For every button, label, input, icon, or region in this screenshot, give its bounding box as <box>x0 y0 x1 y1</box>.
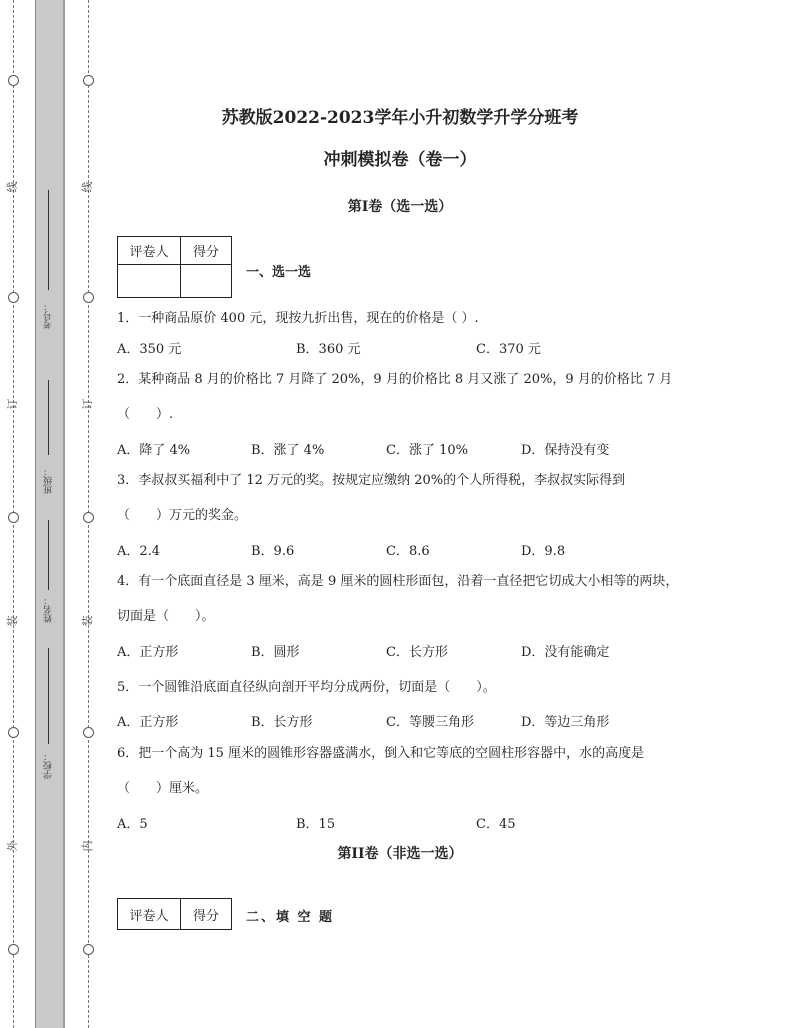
binding-margin <box>0 0 100 1028</box>
question-2: 2．某种商品 8 月的价格比 7 月降了 20%，9 月的价格比 8 月又涨了 20%，9 月的价格比 7 月 <box>117 372 673 387</box>
option-a: A．降了 4% <box>117 443 191 458</box>
binding-hole <box>8 512 19 523</box>
option-c: C．370 元 <box>476 342 541 357</box>
field-label: 姓名： <box>44 596 54 623</box>
section-2-title: 第II卷（非选一选） <box>337 846 463 862</box>
score-table-2 <box>117 898 232 930</box>
binding-hole <box>8 75 19 86</box>
margin-char-inner: 内 <box>81 840 94 852</box>
page-subtitle: 冲刺模拟卷（卷一） <box>323 150 477 170</box>
option-a: A．5 <box>117 817 148 832</box>
table-header-grader: 评卷人 <box>118 899 181 930</box>
question-6: 6．把一个高为 15 厘米的圆锥形容器盛满水，倒入和它等底的空圆柱形容器中，水的高度是 <box>117 746 645 761</box>
binding-hole <box>8 292 19 303</box>
section-1-title: 第I卷（选一选） <box>347 199 453 215</box>
page-title: 苏教版2022-2023学年小升初数学升学分班考 <box>221 108 579 128</box>
option-d: D．没有能确定 <box>521 645 610 660</box>
binding-bar-edge <box>63 0 65 1028</box>
question-5: 5．一个圆锥沿底面直径纵向剖开平均分成两份，切面是（ ）。 <box>117 680 496 695</box>
question-4: 4．有一个底面直径是 3 厘米，高是 9 厘米的圆柱形面包，沿着一直径把它切成大小相等的两块， <box>117 574 679 589</box>
margin-char-inner: 订 <box>81 398 94 410</box>
binding-hole <box>8 944 19 955</box>
option-d: D．等边三角形 <box>521 715 610 730</box>
table-header-score: 得分 <box>181 899 232 930</box>
question-4-blank: 切面是（ ）。 <box>117 609 215 624</box>
option-c: C．长方形 <box>386 645 448 660</box>
option-d: D．保持没有变 <box>521 443 610 458</box>
part-2-heading: 二、填 空 题 <box>246 910 335 925</box>
option-c: C．涨了 10% <box>386 443 468 458</box>
field-label: 学校： <box>44 752 54 779</box>
score-cell <box>181 265 232 298</box>
question-6-blank: （ ）厘米。 <box>117 781 209 796</box>
option-b: B．15 <box>296 817 336 832</box>
option-a: A．正方形 <box>117 715 179 730</box>
table-header-score: 得分 <box>181 237 232 265</box>
binding-hole <box>83 944 94 955</box>
option-c: C．45 <box>476 817 516 832</box>
margin-char-outer: 线 <box>6 181 19 193</box>
field-underline <box>48 380 49 455</box>
margin-char-inner: 装 <box>81 615 94 627</box>
option-a: A．正方形 <box>117 645 179 660</box>
margin-char-inner: 线 <box>81 181 94 193</box>
table-header-grader: 评卷人 <box>118 237 181 265</box>
question-3: 3．李叔叔买福利中了 12 万元的奖。按规定应缴纳 20%的个人所得税，李叔叔实际得到 <box>117 473 626 488</box>
binding-hole <box>8 727 19 738</box>
option-d: D．9.8 <box>521 544 566 559</box>
part-1-heading: 一、选一选 <box>246 265 312 280</box>
question-2-blank: （ ）. <box>117 407 174 422</box>
field-label: 考号： <box>44 302 54 329</box>
option-b: B．长方形 <box>251 715 313 730</box>
field-underline <box>48 520 49 590</box>
margin-char-outer: 外 <box>6 840 19 852</box>
binding-hole <box>83 75 94 86</box>
score-table-1 <box>117 236 232 298</box>
field-underline <box>48 190 49 290</box>
option-c: C．等腰三角形 <box>386 715 474 730</box>
field-underline <box>48 648 49 744</box>
grader-cell <box>118 265 181 298</box>
binding-hole <box>83 292 94 303</box>
margin-char-outer: 订 <box>6 398 19 410</box>
binding-hole <box>83 727 94 738</box>
question-3-blank: （ ）万元的奖金。 <box>117 508 248 523</box>
binding-bar <box>35 0 65 1028</box>
field-label: 班级： <box>44 467 54 494</box>
option-a: A．350 元 <box>117 342 182 357</box>
option-a: A．2.4 <box>117 544 161 559</box>
question-1: 1．一种商品原价 400 元，现按九折出售，现在的价格是（ ）. <box>117 311 479 326</box>
option-b: B．涨了 4% <box>251 443 325 458</box>
margin-char-outer: 装 <box>6 615 19 627</box>
option-c: C．8.6 <box>386 544 430 559</box>
option-b: B．9.6 <box>251 544 295 559</box>
option-b: B．360 元 <box>296 342 361 357</box>
binding-hole <box>83 512 94 523</box>
option-b: B．圆形 <box>251 645 300 660</box>
